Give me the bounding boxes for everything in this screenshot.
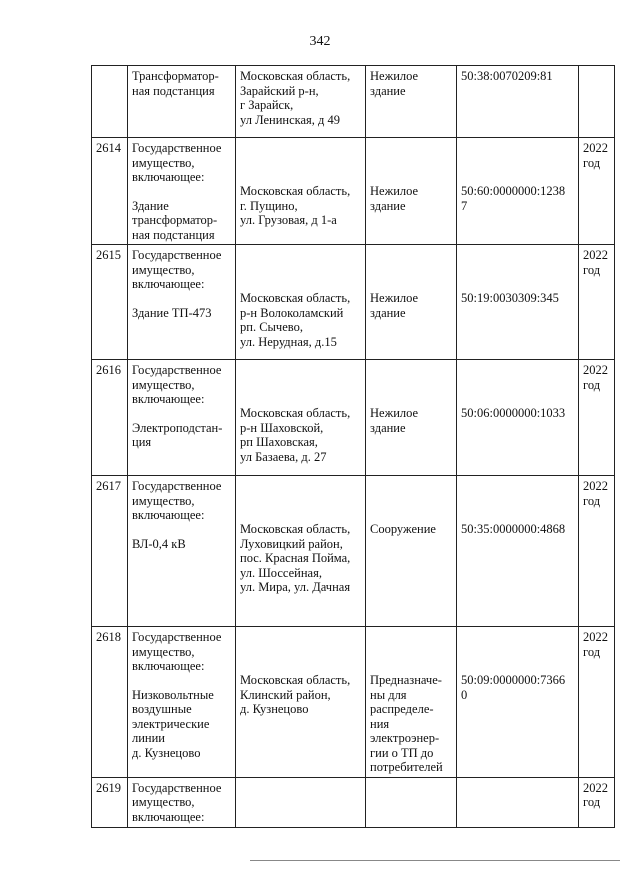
address-cell <box>236 138 366 245</box>
row-number: 2615 <box>96 248 121 262</box>
object-type: Сооружение <box>370 522 436 536</box>
object-name: Здание ТП-473 <box>132 305 212 320</box>
page-bottom-rule <box>250 860 620 861</box>
property-kind: Государственное имущество, включающее: <box>132 248 222 291</box>
address-cell <box>236 66 366 138</box>
object-type-cell <box>366 360 457 476</box>
object-type-cell <box>366 627 457 778</box>
object-name: Электроподстан- ция <box>132 420 223 449</box>
cadastral-number: 50:19:0030309:345 <box>461 291 559 305</box>
object-type-cell <box>366 245 457 360</box>
address: Московская область, р-н Волоколамский рп. Сычево, ул. Нерудная, д.15 <box>240 291 351 349</box>
year: 2022 год <box>583 630 608 659</box>
year: 2022 год <box>583 479 608 508</box>
address: Московская область, Зарайский р-н, г Зарайск, ул Ленинская, д 49 <box>240 69 351 127</box>
cadastral-number: 50:06:0000000:1033 <box>461 406 566 420</box>
row-number-cell <box>92 627 128 778</box>
row-number-cell <box>92 66 128 138</box>
cadastral-number: 50:60:0000000:1238 7 <box>461 184 566 213</box>
object-name-cell <box>128 360 236 476</box>
property-kind: Государственное имущество, включающее: <box>132 479 222 522</box>
address: Московская область, Клинский район, д. Кузнецово <box>240 673 351 716</box>
object-name-cell <box>128 138 236 245</box>
year-cell <box>579 245 615 360</box>
cadastral-number: 50:35:0000000:4868 <box>461 522 566 536</box>
row-number-cell <box>92 476 128 627</box>
object-type: Нежилое здание <box>370 406 419 435</box>
year-cell <box>579 66 615 138</box>
object-type-cell <box>366 777 457 827</box>
table-row <box>92 138 615 245</box>
object-name-cell <box>128 627 236 778</box>
row-number-cell <box>92 360 128 476</box>
row-number: 2617 <box>96 479 121 493</box>
address-cell <box>236 360 366 476</box>
page-number: 342 <box>309 34 331 49</box>
year: 2022 год <box>583 141 608 170</box>
table-row <box>92 245 615 360</box>
table-row <box>92 66 615 138</box>
object-type: Предназначе- ны для распределе- ния электроэнер- гии о ТП до потребителей <box>370 673 443 774</box>
year: 2022 год <box>583 363 608 392</box>
property-register-table <box>91 65 615 828</box>
row-number-cell <box>92 245 128 360</box>
table-row <box>92 476 615 627</box>
cadastral-number-cell <box>457 360 579 476</box>
object-name: Трансформатор- ная подстанция <box>132 69 219 98</box>
row-number-cell <box>92 138 128 245</box>
object-name-cell <box>128 245 236 360</box>
cadastral-number-cell <box>457 66 579 138</box>
year-cell <box>579 138 615 245</box>
address: Московская область, р-н Шаховской, рп Шаховская, ул Базаева, д. 27 <box>240 406 351 464</box>
object-type: Нежилое здание <box>370 291 419 320</box>
year-cell <box>579 627 615 778</box>
table-row <box>92 627 615 778</box>
row-number-cell <box>92 777 128 827</box>
property-kind: Государственное имущество, включающее: <box>132 363 222 406</box>
row-number: 2619 <box>96 780 121 795</box>
object-type-cell <box>366 476 457 627</box>
year-cell <box>579 777 615 827</box>
object-type: Нежилое здание <box>370 184 419 213</box>
object-name: ВЛ-0,4 кВ <box>132 536 186 551</box>
object-name-cell <box>128 777 236 827</box>
cadastral-number-cell <box>457 476 579 627</box>
year-cell <box>579 476 615 627</box>
table-row <box>92 360 615 476</box>
address-cell <box>236 245 366 360</box>
property-kind: Государственное имущество, включающее: <box>132 630 222 673</box>
object-name-cell <box>128 476 236 627</box>
object-name: Здание трансформатор- ная подстанция <box>132 198 218 242</box>
address-cell <box>236 476 366 627</box>
row-number: 2614 <box>96 141 121 155</box>
cadastral-number-cell <box>457 245 579 360</box>
property-kind: Государственное имущество, включающее: <box>132 780 222 824</box>
object-type-cell <box>366 138 457 245</box>
cadastral-number: 50:09:0000000:7366 0 <box>461 673 566 702</box>
table-row <box>92 777 615 827</box>
year: 2022 год <box>583 248 608 277</box>
row-number: 2616 <box>96 363 121 377</box>
cadastral-number-cell <box>457 627 579 778</box>
address: Московская область, Луховицкий район, пос. Красная Пойма, ул. Шоссейная, ул. Мира, ул. Дачная <box>240 522 351 594</box>
object-name: Низковольтные воздушные электрические линии д. Кузнецово <box>132 687 214 760</box>
cadastral-number: 50:38:0070209:81 <box>461 69 553 83</box>
address: Московская область, г. Пущино, ул. Грузовая, д 1-а <box>240 184 351 227</box>
property-kind: Государственное имущество, включающее: <box>132 141 222 184</box>
year: 2022 год <box>583 780 608 809</box>
year-cell <box>579 360 615 476</box>
object-type-cell <box>366 66 457 138</box>
address-cell <box>236 777 366 827</box>
object-type: Нежилое здание <box>370 69 419 98</box>
address-cell <box>236 627 366 778</box>
cadastral-number-cell <box>457 777 579 827</box>
cadastral-number-cell <box>457 138 579 245</box>
object-name-cell <box>128 66 236 138</box>
row-number: 2618 <box>96 630 121 644</box>
